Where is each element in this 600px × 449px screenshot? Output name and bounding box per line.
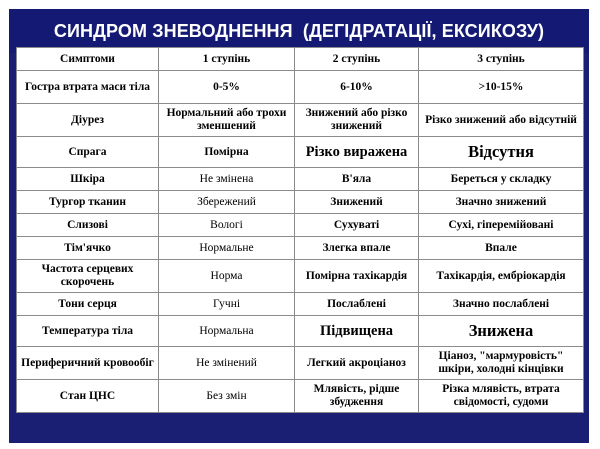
symptom-cell: Спрага: [17, 137, 159, 168]
table-row: [17, 191, 584, 214]
degree-3-cell: Значно послаблені: [419, 293, 584, 316]
degree-1-cell: Не змінена: [159, 168, 295, 191]
table-row: [17, 237, 584, 260]
symptom-cell: Шкіра: [17, 168, 159, 191]
symptom-cell: Діурез: [17, 104, 159, 137]
symptom-cell: Температура тіла: [17, 316, 159, 347]
symptom-cell: Тім'ячко: [17, 237, 159, 260]
degree-3-cell: Тахікардія, ембріокардія: [419, 260, 584, 293]
degree-1-cell: Без змін: [159, 380, 295, 413]
degree-1-cell: Гучні: [159, 293, 295, 316]
degree-1-cell: Нормальна: [159, 316, 295, 347]
degree-3-cell: Ціаноз, "мармуровість" шкіри, холодні кінцівки: [419, 347, 584, 380]
degree-3-cell: Різко знижений або відсутній: [419, 104, 584, 137]
degree-1-cell: Збережений: [159, 191, 295, 214]
degree-2-cell: Легкий акроціаноз: [295, 347, 419, 380]
header-degree-2: 2 ступінь: [295, 48, 419, 71]
degree-1-cell: 0-5%: [159, 71, 295, 104]
degree-3-cell: >10-15%: [419, 71, 584, 104]
degree-3-cell: Різка млявість, втрата свідомості, судоми: [419, 380, 584, 413]
table-row: [17, 347, 584, 380]
degree-1-cell: Норма: [159, 260, 295, 293]
symptom-cell: Периферичний кровообіг: [17, 347, 159, 380]
table-header-row: [17, 48, 584, 71]
degree-2-cell: Послаблені: [295, 293, 419, 316]
table-row: [17, 293, 584, 316]
dehydration-table: [16, 47, 584, 413]
header-symptoms: Симптоми: [17, 48, 159, 71]
symptom-cell: Стан ЦНС: [17, 380, 159, 413]
symptom-cell: Слизові: [17, 214, 159, 237]
degree-1-cell: Вологі: [159, 214, 295, 237]
degree-2-cell: Млявість, рідше збудження: [295, 380, 419, 413]
degree-2-cell: Підвищена: [295, 316, 419, 347]
degree-1-cell: Нормальне: [159, 237, 295, 260]
degree-3-cell: Значно знижений: [419, 191, 584, 214]
table-row: [17, 260, 584, 293]
table-row: [17, 168, 584, 191]
degree-2-cell: В'яла: [295, 168, 419, 191]
table-row: [17, 316, 584, 347]
degree-3-cell: Впале: [419, 237, 584, 260]
table-row: [17, 380, 584, 413]
degree-1-cell: Помірна: [159, 137, 295, 168]
header-degree-1: 1 ступінь: [159, 48, 295, 71]
degree-3-cell: Береться у складку: [419, 168, 584, 191]
table-row: [17, 137, 584, 168]
degree-2-cell: Різко виражена: [295, 137, 419, 168]
degree-3-cell: Знижена: [419, 316, 584, 347]
symptom-cell: Гостра втрата маси тіла: [17, 71, 159, 104]
header-degree-3: 3 ступінь: [419, 48, 584, 71]
symptom-cell: Частота серцевих скорочень: [17, 260, 159, 293]
degree-2-cell: Помірна тахікардія: [295, 260, 419, 293]
degree-3-cell: Відсутня: [419, 137, 584, 168]
degree-3-cell: Сухі, гіперемійовані: [419, 214, 584, 237]
table-row: [17, 71, 584, 104]
slide-title: СИНДРОМ ЗНЕВОДНЕННЯ (ДЕГІДРАТАЦІЇ, ЕКСИКОЗУ): [53, 20, 545, 41]
symptom-cell: Тони серця: [17, 293, 159, 316]
degree-2-cell: 6-10%: [295, 71, 419, 104]
degree-1-cell: Нормальний або трохи зменшений: [159, 104, 295, 137]
degree-2-cell: Сухуваті: [295, 214, 419, 237]
symptom-cell: Тургор тканин: [17, 191, 159, 214]
table-row: [17, 214, 584, 237]
table-row: [17, 104, 584, 137]
degree-1-cell: Не змінений: [159, 347, 295, 380]
degree-2-cell: Знижений: [295, 191, 419, 214]
degree-2-cell: Злегка впале: [295, 237, 419, 260]
degree-2-cell: Знижений або різко знижений: [295, 104, 419, 137]
